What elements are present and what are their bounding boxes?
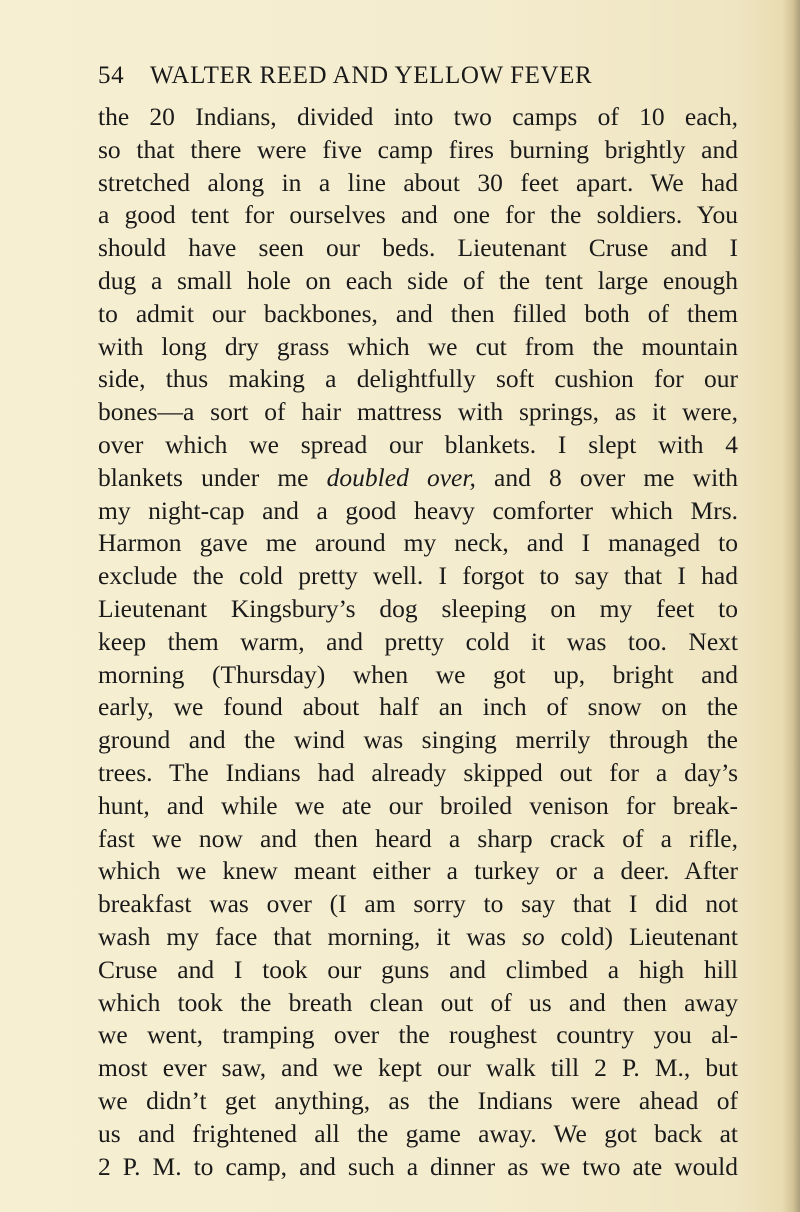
text-line: my night-cap and a good heavy comforter which Mrs. (98, 495, 738, 525)
text-line: Harmon gave me around my neck, and I managed to (98, 528, 738, 558)
text-line: dug a small hole on each side of the tent large enough (98, 265, 738, 295)
text-line: a good tent for ourselves and one for the soldiers. You (98, 200, 738, 230)
text-line: should have seen our beds. Lieutenant Cruse and I (98, 233, 738, 263)
text-segment: blankets under me (98, 462, 327, 492)
italic-text-segment: so (521, 921, 545, 951)
page-edge-shadow (782, 0, 800, 1212)
text-line: us and frightened all the game away. We got back at (98, 1118, 738, 1148)
text-line: Cruse and I took our guns and climbed a high hill (98, 954, 738, 984)
text-line: we went, tramping over the roughest country you al- (98, 1020, 738, 1050)
text-line: keep them warm, and pretty cold it was too. Next (98, 626, 738, 656)
text-line: early, we found about half an inch of snow on the (98, 692, 738, 722)
text-line: ground and the wind was singing merrily through the (98, 725, 738, 755)
text-line: stretched along in a line about 30 feet apart. We had (98, 167, 738, 197)
text-line: fast we now and then heard a sharp crack of a rifle, (98, 823, 738, 853)
text-line: with long dry grass which we cut from the mountain (98, 331, 738, 361)
text-line: so that there were five camp fires burning brightly and (98, 134, 738, 164)
page-number: 54 (98, 62, 125, 89)
text-segment: cold) Lieutenant (544, 921, 738, 951)
text-line: to admit our backbones, and then filled both of them (98, 298, 738, 328)
text-line: Lieutenant Kingsbury’s dog sleeping on my feet to (98, 593, 738, 623)
text-segment: wash my face that morning, it was (98, 921, 522, 951)
text-line: 2 P. M. to camp, and such a dinner as we two ate would (98, 1151, 738, 1181)
text-line (98, 921, 738, 954)
text-line: side, thus making a delightfully soft cushion for our (98, 364, 738, 394)
text-line: which we knew meant either a turkey or a deer. After (98, 856, 738, 886)
text-line (98, 462, 738, 495)
italic-text-segment: doubled over, (326, 462, 476, 492)
text-line: over which we spread our blankets. I slept with 4 (98, 429, 738, 459)
text-line: we didn’t get anything, as the Indians were ahead of (98, 1085, 738, 1115)
text-line: trees. The Indians had already skipped out for a day’s (98, 757, 738, 787)
text-line: bones—a sort of hair mattress with springs, as it were, (98, 397, 738, 427)
text-line: hunt, and while we ate our broiled venison for break- (98, 790, 738, 820)
text-line: most ever saw, and we kept our walk till 2 P. M., but (98, 1053, 738, 1083)
text-line: the 20 Indians, divided into two camps of 10 each, (98, 102, 738, 131)
running-head (98, 62, 738, 92)
running-title: WALTER REED AND YELLOW FEVER (150, 62, 593, 89)
text-line: which took the breath clean out of us and then away (98, 987, 738, 1017)
text-line: exclude the cold pretty well. I forgot to say that I had (98, 561, 738, 591)
text-line: morning (Thursday) when we got up, bright and (98, 659, 738, 689)
text-line: breakfast was over (I am sorry to say that I did not (98, 889, 738, 919)
text-segment: and 8 over me with (475, 462, 738, 492)
body-text (98, 101, 738, 1183)
